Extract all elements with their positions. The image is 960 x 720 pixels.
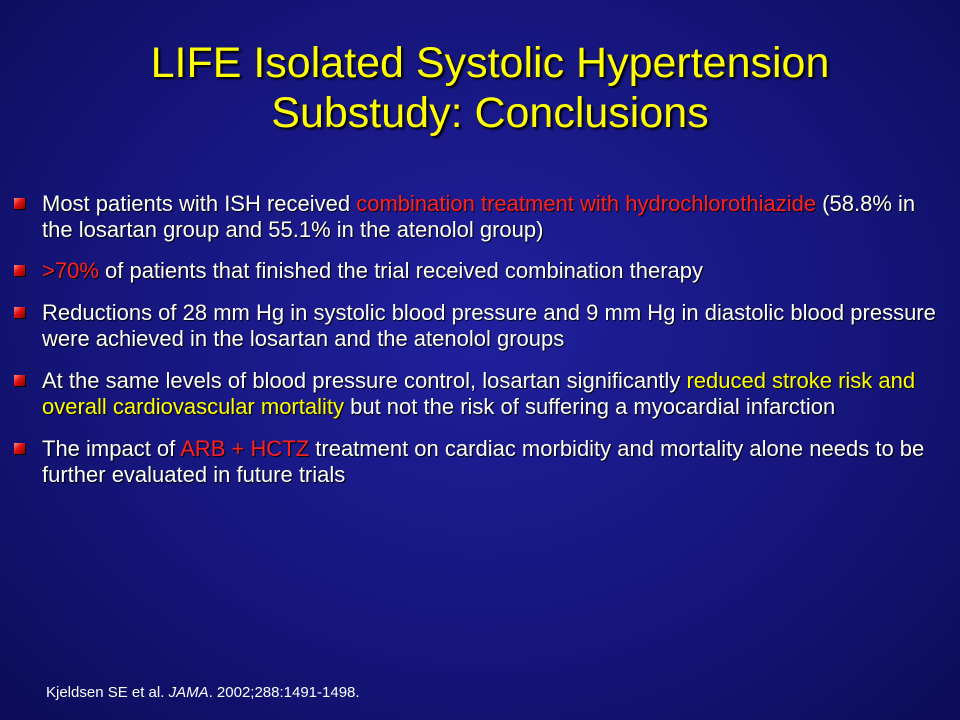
bullet-marker-icon	[14, 198, 25, 209]
citation-authors: Kjeldsen SE et al.	[46, 684, 169, 701]
citation-details: . 2002;288:1491-1498.	[208, 684, 360, 701]
bullet-highlight-yellow: reduced stroke risk and overall cardiovascular mortality	[42, 368, 916, 419]
bullet-marker-icon	[14, 375, 25, 386]
bullet-text: Most patients with ISH received	[42, 191, 357, 216]
bullet-highlight-red: ARB + HCTZ	[180, 436, 310, 461]
bullet-text: but not the risk of suffering a myocardial infarction	[344, 394, 836, 419]
bullet-item	[14, 191, 944, 243]
bullet-item	[14, 368, 944, 420]
bullet-marker-icon	[14, 307, 25, 318]
title-line-2: Substudy: Conclusions	[271, 89, 709, 137]
bullet-item	[14, 300, 944, 352]
bullet-text: (58.8% in the losartan group and 55.1% in the atenolol group)	[42, 191, 916, 242]
citation	[46, 684, 360, 701]
bullet-item	[14, 436, 944, 488]
citation-journal: JAMA	[168, 684, 209, 701]
title-line-1: LIFE Isolated Systolic Hypertension	[150, 39, 830, 87]
bullet-text: of patients that finished the trial received combination therapy	[98, 258, 704, 283]
bullet-highlight-red: >70%	[42, 258, 99, 283]
bullet-item	[14, 258, 944, 284]
bullet-highlight-red: combination treatment with hydrochlorothiazide	[356, 191, 817, 216]
bullet-marker-icon	[14, 443, 25, 454]
bullet-text: Reductions of 28 mm Hg in systolic blood pressure and 9 mm Hg in diastolic blood pressure were achieved in the losartan and the atenolol groups	[42, 300, 936, 351]
bullet-list	[14, 191, 944, 504]
bullet-text: The impact of	[42, 436, 181, 461]
slide-title	[60, 38, 920, 138]
bullet-marker-icon	[14, 265, 25, 276]
bullet-text: treatment on cardiac morbidity and mortality alone needs to be further evaluated in future trials	[42, 436, 925, 487]
bullet-text: At the same levels of blood pressure control, losartan significantly	[42, 368, 687, 393]
